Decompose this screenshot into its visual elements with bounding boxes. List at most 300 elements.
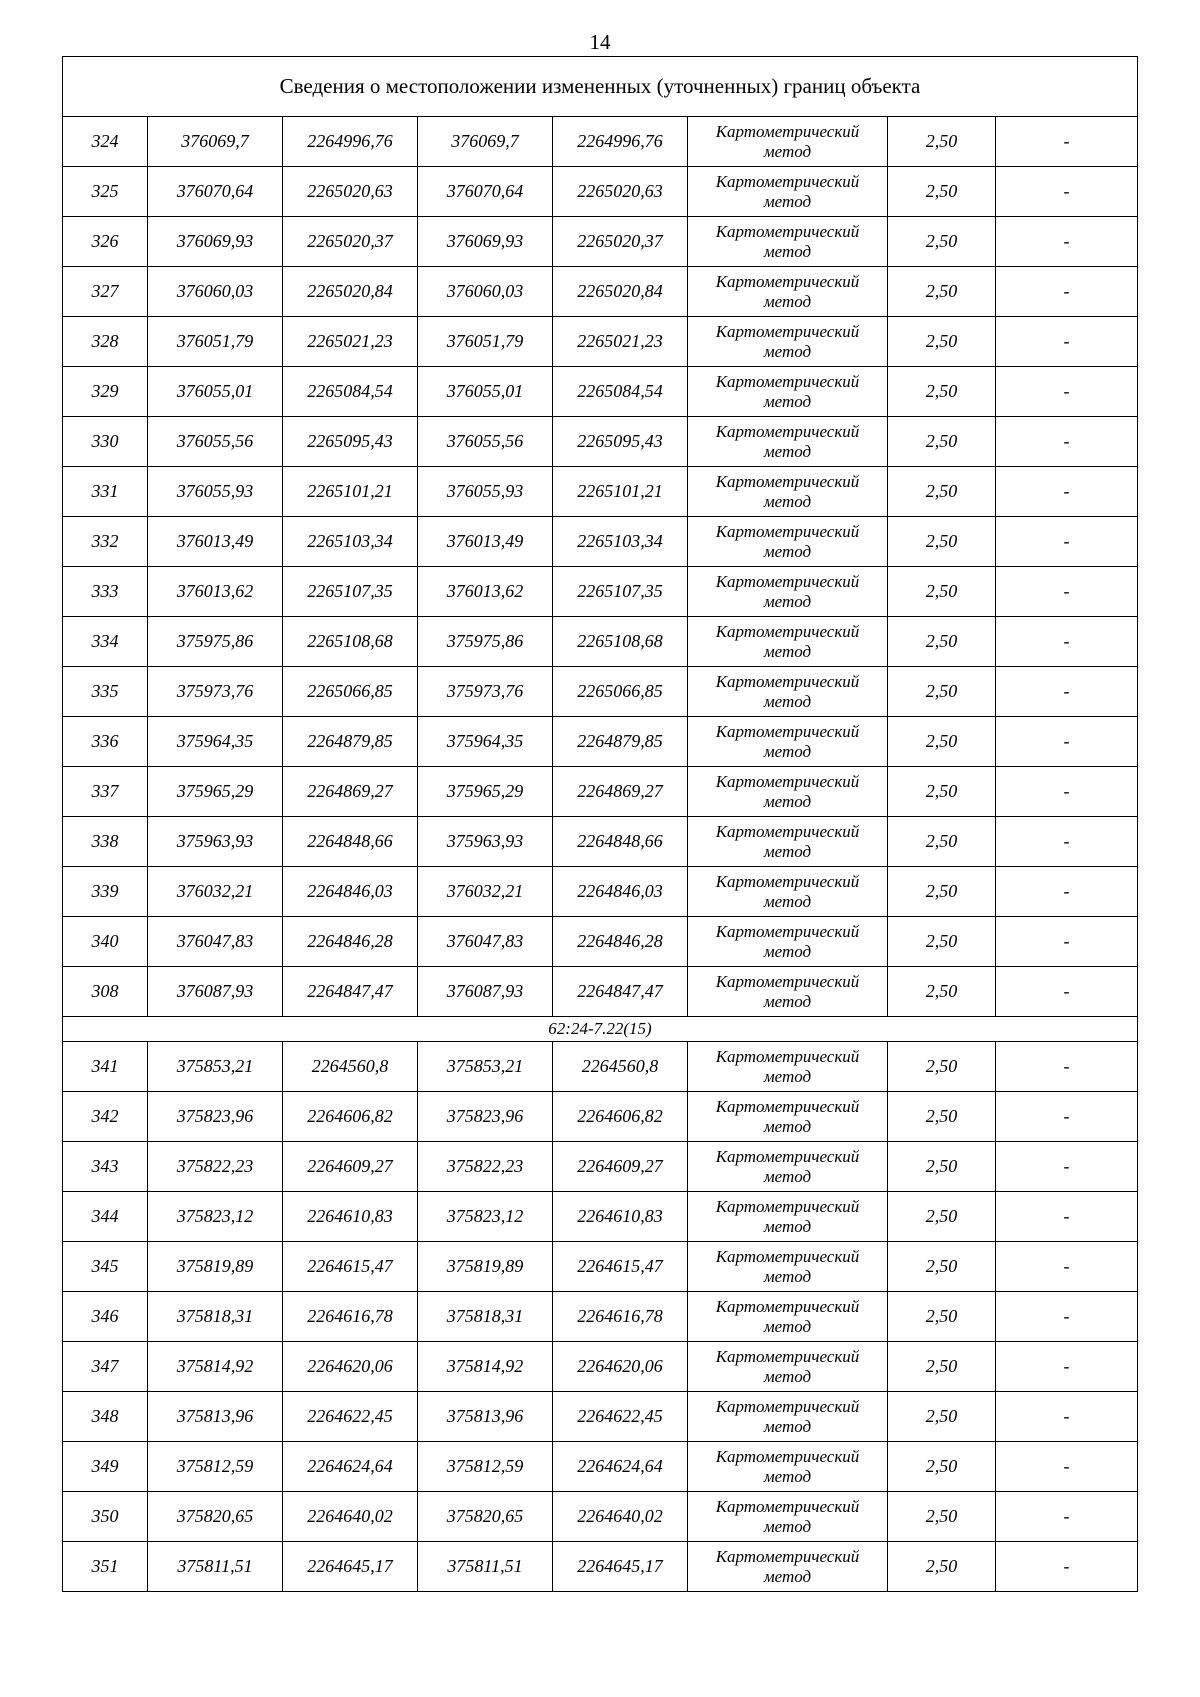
refined-x-cell: 376070,64	[418, 167, 553, 217]
point-number-cell: 329	[63, 367, 148, 417]
note-cell: -	[996, 1342, 1138, 1392]
method-line-1: Картометрический	[715, 171, 860, 191]
point-number-cell: 340	[63, 917, 148, 967]
method-line-2: метод	[763, 891, 812, 911]
refined-y-cell: 2264996,76	[553, 117, 688, 167]
method-cell	[688, 717, 888, 767]
refined-x-cell: 376051,79	[418, 317, 553, 367]
existing-x-cell: 376055,01	[148, 367, 283, 417]
table-row	[63, 1242, 1138, 1292]
accuracy-cell: 2,50	[888, 717, 996, 767]
accuracy-cell: 2,50	[888, 467, 996, 517]
method-line-1: Картометрический	[715, 1046, 860, 1066]
method-line-2: метод	[763, 541, 812, 561]
method-cell	[688, 567, 888, 617]
accuracy-cell: 2,50	[888, 417, 996, 467]
method-cell	[688, 1492, 888, 1542]
existing-y-cell: 2265020,37	[283, 217, 418, 267]
point-number-cell: 334	[63, 617, 148, 667]
note-cell: -	[996, 617, 1138, 667]
method-line-2: метод	[763, 1116, 812, 1136]
accuracy-cell: 2,50	[888, 517, 996, 567]
refined-y-cell: 2265103,34	[553, 517, 688, 567]
method-line-1: Картометрический	[715, 221, 860, 241]
accuracy-cell: 2,50	[888, 967, 996, 1017]
method-line-2: метод	[763, 1166, 812, 1186]
point-number-cell: 349	[63, 1442, 148, 1492]
point-number-cell: 337	[63, 767, 148, 817]
table-row	[63, 1142, 1138, 1192]
method-line-2: метод	[763, 941, 812, 961]
refined-x-cell: 376047,83	[418, 917, 553, 967]
method-line-1: Картометрический	[715, 471, 860, 491]
existing-x-cell: 376069,93	[148, 217, 283, 267]
note-cell: -	[996, 817, 1138, 867]
existing-y-cell: 2264848,66	[283, 817, 418, 867]
existing-x-cell: 376051,79	[148, 317, 283, 367]
refined-y-cell: 2265066,85	[553, 667, 688, 717]
accuracy-cell: 2,50	[888, 817, 996, 867]
table-row	[63, 917, 1138, 967]
method-line-2: метод	[763, 1466, 812, 1486]
note-cell: -	[996, 1192, 1138, 1242]
existing-x-cell: 375965,29	[148, 767, 283, 817]
table-row	[63, 517, 1138, 567]
existing-y-cell: 2264879,85	[283, 717, 418, 767]
point-number-cell: 350	[63, 1492, 148, 1542]
refined-x-cell: 376069,7	[418, 117, 553, 167]
method-cell	[688, 517, 888, 567]
method-line-2: метод	[763, 641, 812, 661]
refined-y-cell: 2264640,02	[553, 1492, 688, 1542]
refined-y-cell: 2265095,43	[553, 417, 688, 467]
existing-y-cell: 2264609,27	[283, 1142, 418, 1192]
existing-x-cell: 375819,89	[148, 1242, 283, 1292]
method-line-1: Картометрический	[715, 1546, 860, 1566]
point-number-cell: 345	[63, 1242, 148, 1292]
accuracy-cell: 2,50	[888, 1142, 996, 1192]
accuracy-cell: 2,50	[888, 1542, 996, 1592]
table-row	[63, 1292, 1138, 1342]
page-number: 14	[589, 30, 611, 54]
method-line-1: Картометрический	[715, 621, 860, 641]
refined-y-cell: 2265021,23	[553, 317, 688, 367]
refined-x-cell: 375822,23	[418, 1142, 553, 1192]
note-cell: -	[996, 1442, 1138, 1492]
method-line-1: Картометрический	[715, 1246, 860, 1266]
existing-y-cell: 2265066,85	[283, 667, 418, 717]
refined-x-cell: 375811,51	[418, 1542, 553, 1592]
point-number-cell: 338	[63, 817, 148, 867]
method-line-2: метод	[763, 241, 812, 261]
method-cell	[688, 917, 888, 967]
existing-x-cell: 375963,93	[148, 817, 283, 867]
existing-x-cell: 375812,59	[148, 1442, 283, 1492]
method-cell	[688, 967, 888, 1017]
existing-y-cell: 2264846,03	[283, 867, 418, 917]
existing-x-cell: 376032,21	[148, 867, 283, 917]
existing-x-cell: 376070,64	[148, 167, 283, 217]
note-cell: -	[996, 217, 1138, 267]
accuracy-cell: 2,50	[888, 767, 996, 817]
existing-x-cell: 375822,23	[148, 1142, 283, 1192]
existing-x-cell: 375813,96	[148, 1392, 283, 1442]
refined-x-cell: 375814,92	[418, 1342, 553, 1392]
point-number-cell: 328	[63, 317, 148, 367]
note-cell: -	[996, 967, 1138, 1017]
point-number-cell: 332	[63, 517, 148, 567]
section-row	[63, 1017, 1138, 1042]
existing-y-cell: 2264615,47	[283, 1242, 418, 1292]
refined-y-cell: 2264879,85	[553, 717, 688, 767]
existing-y-cell: 2265107,35	[283, 567, 418, 617]
method-cell	[688, 1242, 888, 1292]
table-row	[63, 967, 1138, 1017]
note-cell: -	[996, 1092, 1138, 1142]
method-line-2: метод	[763, 491, 812, 511]
method-line-1: Картометрический	[715, 921, 860, 941]
refined-x-cell: 375823,12	[418, 1192, 553, 1242]
refined-x-cell: 376069,93	[418, 217, 553, 267]
accuracy-cell: 2,50	[888, 267, 996, 317]
note-cell: -	[996, 717, 1138, 767]
point-number-cell: 324	[63, 117, 148, 167]
method-line-2: метод	[763, 291, 812, 311]
method-cell	[688, 817, 888, 867]
point-number-cell: 339	[63, 867, 148, 917]
refined-y-cell: 2265084,54	[553, 367, 688, 417]
existing-x-cell: 375814,92	[148, 1342, 283, 1392]
accuracy-cell: 2,50	[888, 317, 996, 367]
refined-x-cell: 376055,56	[418, 417, 553, 467]
refined-y-cell: 2264616,78	[553, 1292, 688, 1342]
method-line-2: метод	[763, 1416, 812, 1436]
method-cell	[688, 1542, 888, 1592]
existing-x-cell: 375853,21	[148, 1042, 283, 1092]
point-number-cell: 344	[63, 1192, 148, 1242]
refined-y-cell: 2264609,27	[553, 1142, 688, 1192]
method-line-2: метод	[763, 1566, 812, 1586]
note-cell: -	[996, 417, 1138, 467]
method-line-1: Картометрический	[715, 871, 860, 891]
method-line-2: метод	[763, 991, 812, 1011]
table-row	[63, 1542, 1138, 1592]
method-cell	[688, 1092, 888, 1142]
existing-x-cell: 376013,49	[148, 517, 283, 567]
accuracy-cell: 2,50	[888, 867, 996, 917]
existing-x-cell: 375820,65	[148, 1492, 283, 1542]
table-row	[63, 617, 1138, 667]
method-line-1: Картометрический	[715, 1096, 860, 1116]
note-cell: -	[996, 567, 1138, 617]
existing-y-cell: 2264624,64	[283, 1442, 418, 1492]
refined-x-cell: 376032,21	[418, 867, 553, 917]
method-line-1: Картометрический	[715, 571, 860, 591]
refined-x-cell: 376060,03	[418, 267, 553, 317]
refined-x-cell: 375853,21	[418, 1042, 553, 1092]
note-cell: -	[996, 1492, 1138, 1542]
note-cell: -	[996, 367, 1138, 417]
table-row	[63, 1442, 1138, 1492]
method-line-2: метод	[763, 841, 812, 861]
existing-y-cell: 2264606,82	[283, 1092, 418, 1142]
existing-x-cell: 376069,7	[148, 117, 283, 167]
existing-y-cell: 2264846,28	[283, 917, 418, 967]
table-row	[63, 117, 1138, 167]
refined-y-cell: 2264645,17	[553, 1542, 688, 1592]
method-line-1: Картометрический	[715, 1396, 860, 1416]
point-number-cell: 335	[63, 667, 148, 717]
existing-y-cell: 2265101,21	[283, 467, 418, 517]
point-number-cell: 331	[63, 467, 148, 517]
refined-x-cell: 376087,93	[418, 967, 553, 1017]
method-line-2: метод	[763, 391, 812, 411]
accuracy-cell: 2,50	[888, 617, 996, 667]
refined-x-cell: 376055,01	[418, 367, 553, 417]
method-line-1: Картометрический	[715, 1196, 860, 1216]
method-line-1: Картометрический	[715, 421, 860, 441]
existing-y-cell: 2265108,68	[283, 617, 418, 667]
existing-y-cell: 2265095,43	[283, 417, 418, 467]
existing-x-cell: 376055,56	[148, 417, 283, 467]
accuracy-cell: 2,50	[888, 1042, 996, 1092]
point-number-cell: 330	[63, 417, 148, 467]
method-line-2: метод	[763, 791, 812, 811]
refined-x-cell: 375812,59	[418, 1442, 553, 1492]
note-cell: -	[996, 1392, 1138, 1442]
existing-x-cell: 375975,86	[148, 617, 283, 667]
accuracy-cell: 2,50	[888, 1292, 996, 1342]
method-cell	[688, 667, 888, 717]
point-number-cell: 333	[63, 567, 148, 617]
existing-x-cell: 376087,93	[148, 967, 283, 1017]
method-line-1: Картометрический	[715, 371, 860, 391]
refined-y-cell: 2264846,03	[553, 867, 688, 917]
method-cell	[688, 467, 888, 517]
method-cell	[688, 867, 888, 917]
method-cell	[688, 267, 888, 317]
existing-y-cell: 2264610,83	[283, 1192, 418, 1242]
refined-y-cell: 2264869,27	[553, 767, 688, 817]
method-cell	[688, 417, 888, 467]
refined-y-cell: 2264846,28	[553, 917, 688, 967]
method-cell	[688, 1292, 888, 1342]
accuracy-cell: 2,50	[888, 117, 996, 167]
existing-y-cell: 2265021,23	[283, 317, 418, 367]
method-line-2: метод	[763, 591, 812, 611]
refined-x-cell: 375820,65	[418, 1492, 553, 1542]
table-row	[63, 367, 1138, 417]
refined-y-cell: 2265020,63	[553, 167, 688, 217]
accuracy-cell: 2,50	[888, 667, 996, 717]
table-row	[63, 267, 1138, 317]
note-cell: -	[996, 267, 1138, 317]
method-cell	[688, 317, 888, 367]
table-row	[63, 1342, 1138, 1392]
existing-y-cell: 2264996,76	[283, 117, 418, 167]
method-cell	[688, 1442, 888, 1492]
refined-x-cell: 376013,49	[418, 517, 553, 567]
method-cell	[688, 167, 888, 217]
table-row	[63, 467, 1138, 517]
accuracy-cell: 2,50	[888, 1392, 996, 1442]
existing-y-cell: 2264622,45	[283, 1392, 418, 1442]
refined-x-cell: 375823,96	[418, 1092, 553, 1142]
note-cell: -	[996, 317, 1138, 367]
accuracy-cell: 2,50	[888, 1492, 996, 1542]
refined-x-cell: 375813,96	[418, 1392, 553, 1442]
table-row	[63, 767, 1138, 817]
method-line-1: Картометрический	[715, 721, 860, 741]
refined-y-cell: 2264615,47	[553, 1242, 688, 1292]
refined-y-cell: 2264610,83	[553, 1192, 688, 1242]
note-cell: -	[996, 1242, 1138, 1292]
table-row	[63, 1192, 1138, 1242]
method-line-1: Картометрический	[715, 1346, 860, 1366]
method-line-1: Картометрический	[715, 271, 860, 291]
accuracy-cell: 2,50	[888, 217, 996, 267]
existing-x-cell: 375818,31	[148, 1292, 283, 1342]
table-row	[63, 167, 1138, 217]
existing-x-cell: 375973,76	[148, 667, 283, 717]
method-line-2: метод	[763, 1066, 812, 1086]
method-cell	[688, 217, 888, 267]
table-title: Сведения о местоположении измененных (уточненных) границ объекта	[63, 57, 1138, 117]
section-label: 62:24-7.22(15)	[63, 1017, 1138, 1042]
refined-y-cell: 2264848,66	[553, 817, 688, 867]
note-cell: -	[996, 667, 1138, 717]
existing-x-cell: 375964,35	[148, 717, 283, 767]
table-row	[63, 717, 1138, 767]
accuracy-cell: 2,50	[888, 917, 996, 967]
note-cell: -	[996, 1142, 1138, 1192]
refined-y-cell: 2264622,45	[553, 1392, 688, 1442]
note-cell: -	[996, 167, 1138, 217]
accuracy-cell: 2,50	[888, 1092, 996, 1142]
refined-x-cell: 376055,93	[418, 467, 553, 517]
refined-x-cell: 376013,62	[418, 567, 553, 617]
accuracy-cell: 2,50	[888, 1192, 996, 1242]
existing-x-cell: 376055,93	[148, 467, 283, 517]
refined-x-cell: 375975,86	[418, 617, 553, 667]
table-row	[63, 667, 1138, 717]
table-row	[63, 1042, 1138, 1092]
method-line-2: метод	[763, 341, 812, 361]
refined-y-cell: 2264620,06	[553, 1342, 688, 1392]
point-number-cell: 336	[63, 717, 148, 767]
point-number-cell: 347	[63, 1342, 148, 1392]
existing-x-cell: 376060,03	[148, 267, 283, 317]
table-row	[63, 417, 1138, 467]
existing-x-cell: 375811,51	[148, 1542, 283, 1592]
refined-x-cell: 375963,93	[418, 817, 553, 867]
accuracy-cell: 2,50	[888, 167, 996, 217]
point-number-cell: 342	[63, 1092, 148, 1142]
method-line-2: метод	[763, 1516, 812, 1536]
refined-y-cell: 2265020,84	[553, 267, 688, 317]
method-cell	[688, 1392, 888, 1442]
table-row	[63, 1392, 1138, 1442]
method-line-2: метод	[763, 141, 812, 161]
refined-y-cell: 2265020,37	[553, 217, 688, 267]
point-number-cell: 325	[63, 167, 148, 217]
existing-y-cell: 2264869,27	[283, 767, 418, 817]
method-cell	[688, 767, 888, 817]
table-row	[63, 867, 1138, 917]
refined-y-cell: 2265108,68	[553, 617, 688, 667]
method-line-2: метод	[763, 1216, 812, 1236]
accuracy-cell: 2,50	[888, 1242, 996, 1292]
existing-y-cell: 2265020,63	[283, 167, 418, 217]
note-cell: -	[996, 917, 1138, 967]
existing-y-cell: 2264645,17	[283, 1542, 418, 1592]
method-cell	[688, 1342, 888, 1392]
point-number-cell: 326	[63, 217, 148, 267]
accuracy-cell: 2,50	[888, 567, 996, 617]
refined-y-cell: 2264560,8	[553, 1042, 688, 1092]
method-line-2: метод	[763, 441, 812, 461]
table-row	[63, 567, 1138, 617]
method-line-1: Картометрический	[715, 121, 860, 141]
note-cell: -	[996, 767, 1138, 817]
point-number-cell: 341	[63, 1042, 148, 1092]
existing-x-cell: 376013,62	[148, 567, 283, 617]
method-line-1: Картометрический	[715, 521, 860, 541]
point-number-cell: 346	[63, 1292, 148, 1342]
accuracy-cell: 2,50	[888, 367, 996, 417]
existing-y-cell: 2265020,84	[283, 267, 418, 317]
note-cell: -	[996, 117, 1138, 167]
method-line-2: метод	[763, 1366, 812, 1386]
refined-x-cell: 375973,76	[418, 667, 553, 717]
note-cell: -	[996, 517, 1138, 567]
method-line-1: Картометрический	[715, 971, 860, 991]
note-cell: -	[996, 1042, 1138, 1092]
point-number-cell: 327	[63, 267, 148, 317]
method-line-2: метод	[763, 1266, 812, 1286]
method-line-2: метод	[763, 741, 812, 761]
point-number-cell: 348	[63, 1392, 148, 1442]
existing-y-cell: 2264616,78	[283, 1292, 418, 1342]
table-title-row	[63, 57, 1138, 117]
existing-y-cell: 2264847,47	[283, 967, 418, 1017]
boundary-coordinates-table	[62, 56, 1138, 1592]
refined-y-cell: 2264624,64	[553, 1442, 688, 1492]
method-line-1: Картометрический	[715, 1146, 860, 1166]
method-line-1: Картометрический	[715, 1446, 860, 1466]
point-number-cell: 343	[63, 1142, 148, 1192]
method-cell	[688, 617, 888, 667]
accuracy-cell: 2,50	[888, 1442, 996, 1492]
existing-x-cell: 376047,83	[148, 917, 283, 967]
refined-y-cell: 2264847,47	[553, 967, 688, 1017]
method-line-2: метод	[763, 1316, 812, 1336]
existing-y-cell: 2264640,02	[283, 1492, 418, 1542]
method-cell	[688, 1042, 888, 1092]
method-cell	[688, 1192, 888, 1242]
existing-x-cell: 375823,12	[148, 1192, 283, 1242]
method-cell	[688, 117, 888, 167]
point-number-cell: 351	[63, 1542, 148, 1592]
refined-y-cell: 2265107,35	[553, 567, 688, 617]
table-row	[63, 217, 1138, 267]
method-line-1: Картометрический	[715, 771, 860, 791]
note-cell: -	[996, 1292, 1138, 1342]
table-row	[63, 817, 1138, 867]
refined-x-cell: 375965,29	[418, 767, 553, 817]
method-line-2: метод	[763, 691, 812, 711]
method-line-1: Картометрический	[715, 821, 860, 841]
